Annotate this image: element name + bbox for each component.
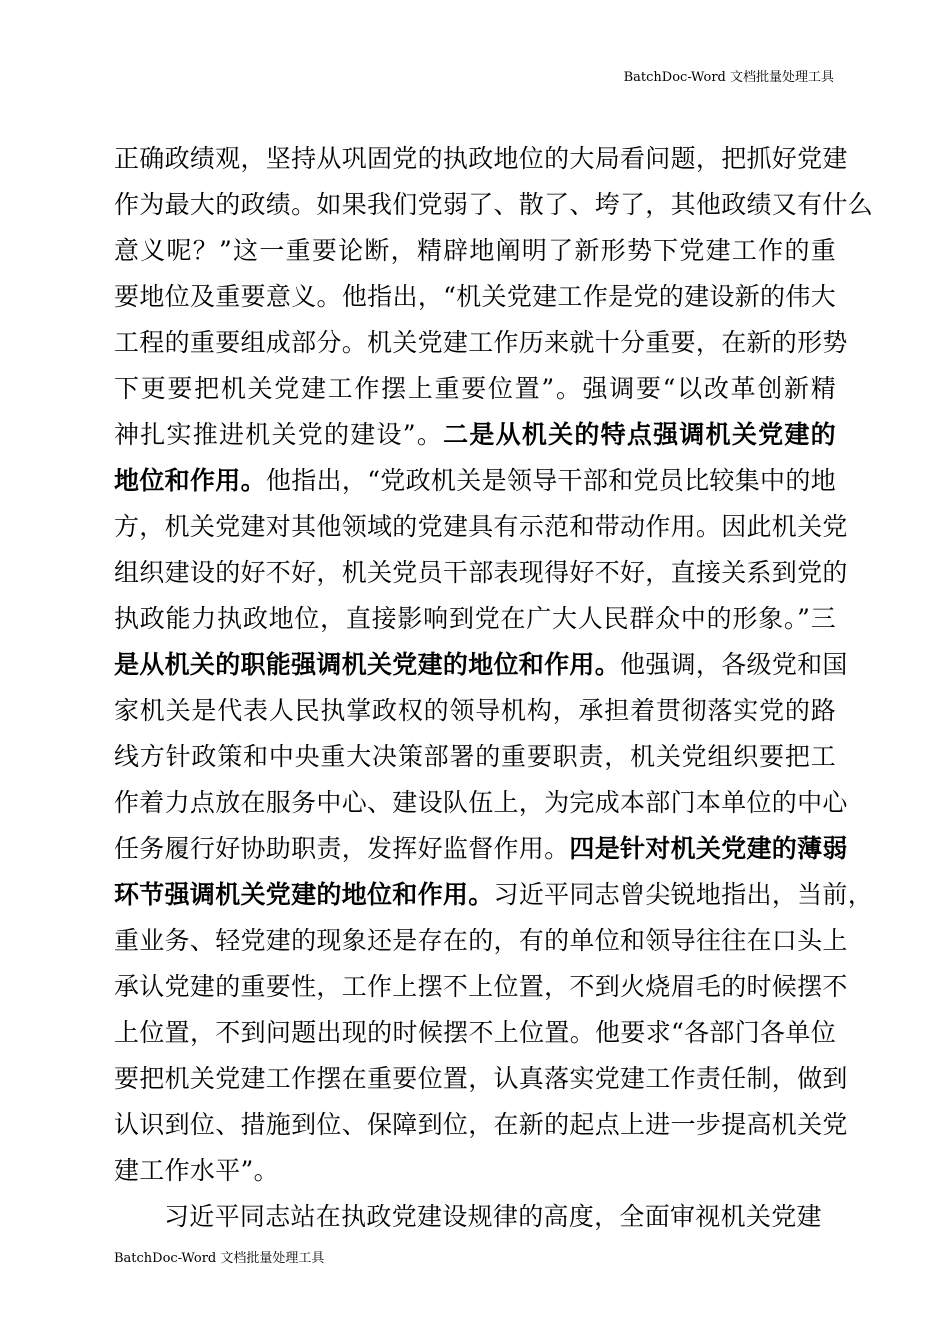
bold-text-segment: 是从机关的职能强调机关党建的地位和作用。 xyxy=(114,650,621,679)
text-segment: 方，机关党建对其他领域的党建具有示范和带动作用。因此机关党 xyxy=(114,512,848,541)
document-body xyxy=(114,136,874,1240)
text-line xyxy=(114,228,836,274)
text-segment: 他强调，各级党和国 xyxy=(620,650,848,679)
text-segment: 正确政绩观，坚持从巩固党的执政地位的大局看问题，把抓好党建 xyxy=(114,144,848,173)
bold-text-segment: 地位和作用。 xyxy=(114,466,266,495)
text-segment: 线方针政策和中央重大决策部署的重要职责，机关党组织要把工 xyxy=(114,742,836,771)
text-segment: 承认党建的重要性，工作上摆不上位置，不到火烧眉毛的时候摆不 xyxy=(114,972,848,1001)
text-segment: 家机关是代表人民执掌政权的领导机构，承担着贯彻落实党的路 xyxy=(114,696,836,725)
text-segment: 要把机关党建工作摆在重要位置，认真落实党建工作责任制，做到 xyxy=(114,1064,848,1093)
page-header: BatchDoc-Word 文档批量处理工具 xyxy=(623,70,834,85)
text-line xyxy=(114,412,836,458)
page-footer: BatchDoc-Word 文档批量处理工具 xyxy=(114,1251,325,1266)
text-line xyxy=(114,320,848,366)
text-line xyxy=(114,550,848,596)
text-segment: 习近平同志曾尖锐地指出，当前， xyxy=(493,880,874,909)
text-line xyxy=(114,780,848,826)
text-segment: 组织建设的好不好，机关党员干部表现得好不好，直接关系到党的 xyxy=(114,558,848,587)
text-line xyxy=(114,504,848,550)
text-segment: 作着力点放在服务中心、建设队伍上，为完成本部门本单位的中心 xyxy=(114,788,848,817)
text-line xyxy=(114,182,874,228)
text-segment: 他指出，“党政机关是领导干部和党员比较集中的地 xyxy=(265,466,836,495)
text-segment: 任务履行好协助职责，发挥好监督作用。 xyxy=(114,834,570,863)
text-segment: 下更要把机关党建工作摆上重要位置”。强调要“以改革创新精 xyxy=(114,374,836,403)
text-line xyxy=(114,1194,836,1240)
text-line xyxy=(114,872,874,918)
text-line xyxy=(114,136,848,182)
text-segment: 习近平同志站在执政党建设规律的高度，全面审视机关党建 xyxy=(164,1202,822,1231)
text-line xyxy=(114,274,836,320)
text-line xyxy=(114,458,836,504)
text-segment: 重业务、轻党建的现象还是存在的，有的单位和领导往往在口头上 xyxy=(114,926,848,955)
text-line xyxy=(114,688,836,734)
text-line xyxy=(114,1056,848,1102)
text-segment: 要地位及重要意义。他指出，“机关党建工作是党的建设新的伟大 xyxy=(114,282,836,311)
text-line xyxy=(114,366,836,412)
text-segment: 建工作水平”。 xyxy=(114,1156,279,1185)
text-segment: 意义呢？”这一重要论断，精辟地阐明了新形势下党建工作的重 xyxy=(114,236,836,265)
text-line xyxy=(114,1102,848,1148)
bold-text-segment: 四是针对机关党建的薄弱 xyxy=(569,834,848,863)
text-segment: 认识到位、措施到位、保障到位，在新的起点上进一步提高机关党 xyxy=(114,1110,848,1139)
text-line xyxy=(114,1010,836,1056)
text-line xyxy=(114,596,836,642)
text-segment: 上位置，不到问题出现的时候摆不上位置。他要求“各部门各单位 xyxy=(114,1018,836,1047)
text-line xyxy=(114,826,848,872)
text-line xyxy=(114,964,848,1010)
text-segment: 执政能力执政地位，直接影响到党在广大人民群众中的形象。”三 xyxy=(114,604,836,633)
text-segment: 工程的重要组成部分。机关党建工作历来就十分重要，在新的形势 xyxy=(114,328,848,357)
text-segment: 神扎实推进机关党的建设”。 xyxy=(114,420,444,449)
bold-text-segment: 二是从机关的特点强调机关党建的 xyxy=(443,420,836,449)
text-line xyxy=(114,1148,836,1194)
text-segment: 作为最大的政绩。如果我们党弱了、散了、垮了，其他政绩又有什么 xyxy=(114,190,874,219)
text-line xyxy=(114,918,848,964)
bold-text-segment: 环节强调机关党建的地位和作用。 xyxy=(114,880,494,909)
text-line xyxy=(114,734,836,780)
text-line xyxy=(114,642,848,688)
